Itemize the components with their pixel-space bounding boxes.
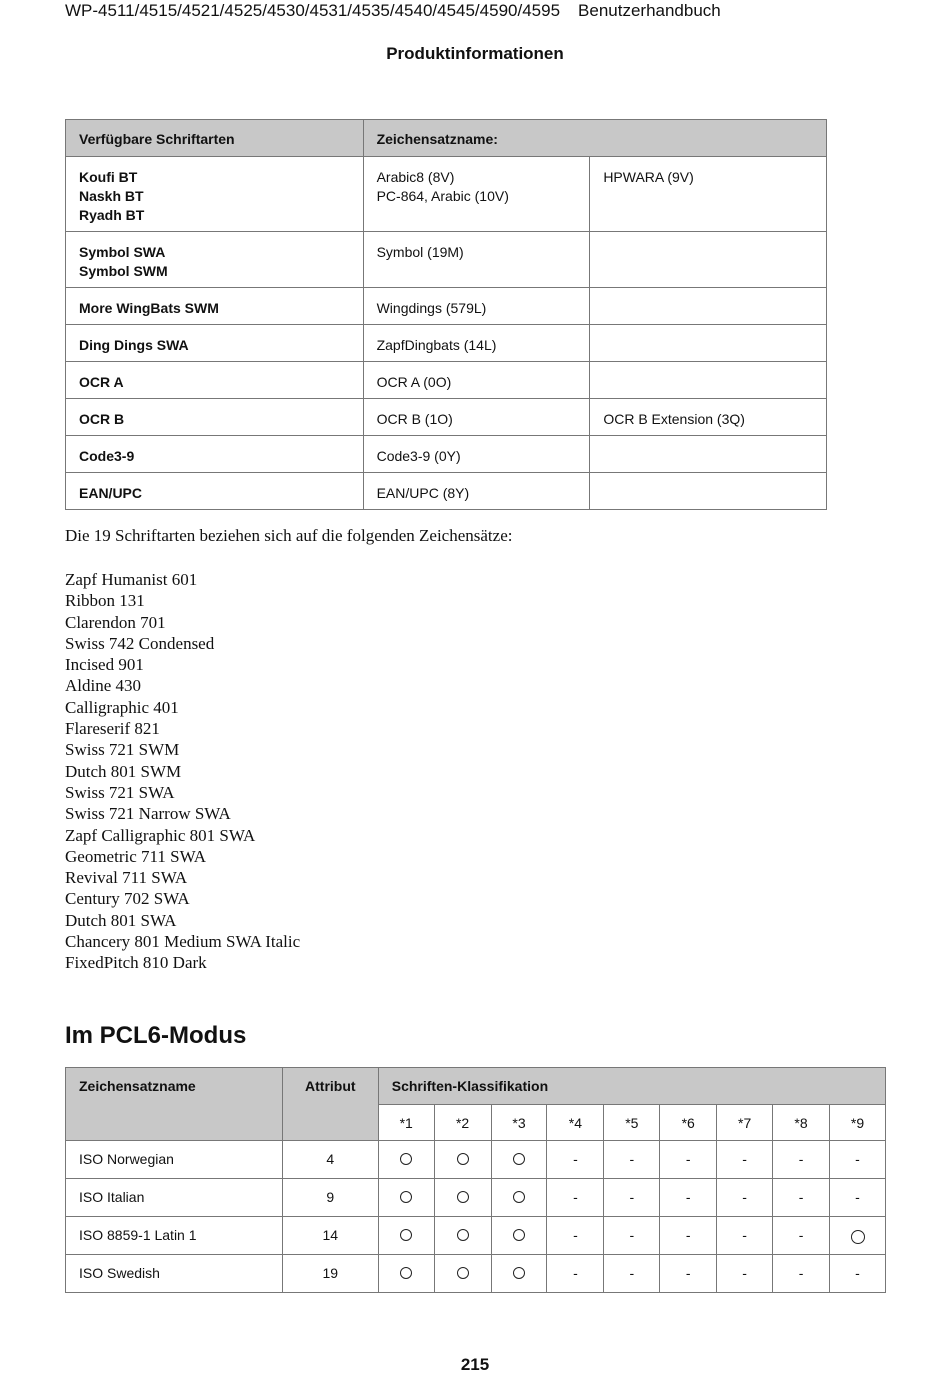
font-list-item: Revival 711 SWA — [65, 868, 188, 888]
font-name: Ding Dings SWA — [79, 337, 189, 353]
font-names-cell — [66, 232, 364, 288]
font-name: Symbol SWA — [79, 244, 166, 260]
classification-cell — [830, 1217, 886, 1255]
font-name: Naskh BT — [79, 188, 144, 204]
classification-cell — [547, 1179, 604, 1217]
charset-name: Wingdings (579L) — [376, 300, 487, 316]
classification-cell — [830, 1255, 886, 1293]
font-charset-table — [65, 119, 827, 510]
unsupported-dash: - — [742, 1189, 747, 1205]
classification-col-header: *7 — [717, 1105, 773, 1141]
header-models: WP-4511/4515/4521/4525/4530/4531/4535/4540/4545/4590/4595 — [65, 1, 561, 20]
document-header — [65, 1, 721, 21]
unsupported-dash: - — [685, 1151, 691, 1167]
classification-col-header: *8 — [773, 1105, 830, 1141]
font-list-item: Aldine 430 — [65, 676, 142, 696]
classification-cell — [434, 1179, 491, 1217]
charset-cell — [363, 325, 590, 362]
table-row — [66, 362, 827, 399]
classification-cell — [378, 1179, 434, 1217]
unsupported-dash: - — [855, 1189, 860, 1205]
classification-cell — [660, 1217, 717, 1255]
font-list — [65, 569, 300, 974]
charset-extra-cell — [590, 473, 827, 510]
font-name: Koufi BT — [79, 169, 138, 185]
classification-cell — [830, 1179, 886, 1217]
font-names-cell — [66, 325, 364, 362]
font-list-item: Ribbon 131 — [65, 591, 145, 611]
attribute-cell: 4 — [282, 1141, 378, 1179]
font-name: Ryadh BT — [79, 207, 145, 223]
classification-col-header: *3 — [491, 1105, 547, 1141]
charset-name: OCR A (0O) — [376, 374, 452, 390]
font-list-item: Dutch 801 SWM — [65, 761, 182, 781]
header-manual-title: Benutzerhandbuch — [578, 1, 721, 20]
classification-cell — [491, 1179, 547, 1217]
charset-name: Arabic8 (8V) — [376, 169, 455, 185]
unsupported-dash: - — [855, 1151, 860, 1167]
classification-cell — [547, 1217, 604, 1255]
font-list-item: Incised 901 — [65, 655, 144, 675]
intro-text: Die 19 Schriftarten beziehen sich auf die folgenden Zeichensätze: — [65, 526, 513, 545]
font-name: More WingBats SWM — [79, 300, 219, 316]
pcl6-charset-table — [65, 1067, 886, 1293]
font-list-item: Zapf Humanist 601 — [65, 570, 198, 589]
charset-name-cell: ISO 8859-1 Latin 1 — [66, 1217, 283, 1255]
charset-extra-cell — [590, 436, 827, 473]
classification-cell — [378, 1141, 434, 1179]
table-row — [66, 288, 827, 325]
classification-cell — [434, 1217, 491, 1255]
unsupported-dash: - — [629, 1151, 635, 1167]
col-header-charset: Zeichensatzname: — [363, 120, 826, 157]
unsupported-dash: - — [573, 1265, 578, 1281]
table-row — [66, 1217, 886, 1255]
col-header-charset-name: Zeichensatzname — [66, 1068, 283, 1141]
font-list-item: Swiss 721 SWA — [65, 782, 175, 802]
classification-col-header: *2 — [434, 1105, 491, 1141]
font-list-item: Swiss 721 Narrow SWA — [65, 804, 231, 824]
font-name: EAN/UPC — [79, 485, 143, 501]
pcl6-table-body — [66, 1141, 886, 1293]
charset-extra-cell — [590, 232, 827, 288]
charset-extra-cell: OCR B Extension (3Q) — [590, 399, 827, 436]
font-name: OCR B — [79, 411, 125, 427]
table-row — [66, 399, 827, 436]
unsupported-dash: - — [742, 1227, 747, 1243]
font-list-item: Geometric 711 SWA — [65, 846, 207, 866]
unsupported-dash: - — [573, 1189, 578, 1205]
charset-cell — [363, 473, 590, 510]
classification-cell — [660, 1179, 717, 1217]
pcl6-heading: Im PCL6-Modus — [65, 1022, 247, 1049]
unsupported-dash: - — [798, 1227, 804, 1243]
charset-name: EAN/UPC (8Y) — [376, 485, 470, 501]
font-charset-table-body — [66, 157, 827, 510]
attribute-cell: 14 — [282, 1217, 378, 1255]
font-list-item: Swiss 721 SWM — [65, 740, 180, 760]
supported-circle-icon — [513, 1229, 525, 1241]
classification-cell — [434, 1141, 491, 1179]
charset-name: Code3-9 (0Y) — [376, 448, 461, 464]
charset-cell — [363, 362, 590, 399]
supported-circle-icon — [457, 1191, 469, 1203]
classification-cell — [491, 1255, 547, 1293]
classification-cell — [604, 1141, 660, 1179]
font-names-cell — [66, 399, 364, 436]
classification-cell — [830, 1141, 886, 1179]
classification-cell — [604, 1255, 660, 1293]
classification-cell — [773, 1217, 830, 1255]
supported-circle-icon — [400, 1191, 412, 1203]
charset-extra-cell — [590, 325, 827, 362]
classification-cell — [773, 1255, 830, 1293]
classification-cell — [547, 1141, 604, 1179]
classification-cell — [378, 1217, 434, 1255]
unsupported-dash: - — [629, 1227, 635, 1243]
attribute-cell: 19 — [282, 1255, 378, 1293]
supported-circle-icon — [513, 1191, 525, 1203]
classification-cell — [604, 1217, 660, 1255]
classification-cell — [491, 1141, 547, 1179]
col-header-classification: Schriften-Klassifikation — [378, 1068, 885, 1105]
classification-col-header: *5 — [604, 1105, 660, 1141]
classification-cell — [547, 1255, 604, 1293]
unsupported-dash: - — [798, 1189, 804, 1205]
charset-name-cell: ISO Italian — [66, 1179, 283, 1217]
classification-cell — [434, 1255, 491, 1293]
table-row — [66, 1141, 886, 1179]
unsupported-dash: - — [573, 1227, 578, 1243]
classification-cell — [717, 1141, 773, 1179]
classification-cell — [491, 1217, 547, 1255]
font-names-cell — [66, 436, 364, 473]
unsupported-dash: - — [798, 1151, 804, 1167]
charset-extra-cell: HPWARA (9V) — [590, 157, 827, 232]
charset-extra-cell — [590, 362, 827, 399]
font-list-item: FixedPitch 810 Dark — [65, 953, 207, 973]
charset-name: ZapfDingbats (14L) — [376, 337, 497, 353]
unsupported-dash: - — [742, 1151, 747, 1167]
supported-circle-icon — [513, 1153, 525, 1165]
supported-circle-icon — [513, 1267, 525, 1279]
table-row — [66, 1179, 886, 1217]
classification-col-header: *6 — [660, 1105, 717, 1141]
font-list-item: Calligraphic 401 — [65, 697, 179, 717]
page-number: 215 — [460, 1355, 490, 1374]
charset-cell — [363, 436, 590, 473]
font-list-item: Dutch 801 SWA — [65, 910, 177, 930]
font-names-cell — [66, 473, 364, 510]
table-row — [66, 1255, 886, 1293]
font-list-item: Century 702 SWA — [65, 889, 190, 909]
classification-cell — [717, 1255, 773, 1293]
charset-cell — [363, 399, 590, 436]
classification-cell — [604, 1179, 660, 1217]
classification-cell — [660, 1255, 717, 1293]
table-row — [66, 473, 827, 510]
table-row — [66, 436, 827, 473]
font-list-item: Clarendon 701 — [65, 612, 166, 632]
classification-cell — [773, 1141, 830, 1179]
font-list-item: Zapf Calligraphic 801 SWA — [65, 825, 256, 845]
unsupported-dash: - — [855, 1265, 860, 1281]
font-name: Code3-9 — [79, 448, 135, 464]
charset-name: OCR B (1O) — [376, 411, 453, 427]
unsupported-dash: - — [685, 1265, 691, 1281]
table-row — [66, 157, 827, 232]
charset-cell — [363, 288, 590, 325]
unsupported-dash: - — [685, 1189, 691, 1205]
section-title: Produktinformationen — [386, 44, 564, 63]
table-row — [66, 232, 827, 288]
charset-name: PC-864, Arabic (10V) — [376, 188, 509, 204]
unsupported-dash: - — [798, 1265, 804, 1281]
font-name: Symbol SWM — [79, 263, 168, 279]
unsupported-dash: - — [742, 1265, 747, 1281]
unsupported-dash: - — [629, 1189, 635, 1205]
charset-cell — [363, 157, 590, 232]
classification-cell — [378, 1255, 434, 1293]
font-names-cell — [66, 157, 364, 232]
col-header-fonts: Verfügbare Schriftarten — [66, 120, 364, 157]
classification-col-header: *9 — [830, 1105, 886, 1141]
charset-name-cell: ISO Norwegian — [66, 1141, 283, 1179]
attribute-cell: 9 — [282, 1179, 378, 1217]
unsupported-dash: - — [573, 1151, 578, 1167]
classification-cell — [773, 1179, 830, 1217]
supported-circle-icon — [400, 1267, 412, 1279]
unsupported-dash: - — [685, 1227, 691, 1243]
classification-cell — [660, 1141, 717, 1179]
supported-circle-icon — [457, 1267, 469, 1279]
charset-cell — [363, 232, 590, 288]
supported-circle-icon — [851, 1230, 865, 1244]
table-row — [66, 325, 827, 362]
font-list-item: Flareserif 821 — [65, 719, 160, 739]
supported-circle-icon — [400, 1153, 412, 1165]
classification-col-header: *1 — [378, 1105, 434, 1141]
classification-cell — [717, 1179, 773, 1217]
unsupported-dash: - — [629, 1265, 635, 1281]
font-list-item: Swiss 742 Condensed — [65, 633, 215, 653]
charset-name: Symbol (19M) — [376, 244, 464, 260]
supported-circle-icon — [400, 1229, 412, 1241]
classification-cell — [717, 1217, 773, 1255]
charset-name-cell: ISO Swedish — [66, 1255, 283, 1293]
font-list-item: Chancery 801 Medium SWA Italic — [65, 932, 301, 952]
font-name: OCR A — [79, 374, 124, 390]
font-names-cell — [66, 288, 364, 325]
col-header-attribute: Attribut — [282, 1068, 378, 1141]
classification-col-header: *4 — [547, 1105, 604, 1141]
supported-circle-icon — [457, 1153, 469, 1165]
supported-circle-icon — [457, 1229, 469, 1241]
font-names-cell — [66, 362, 364, 399]
charset-extra-cell — [590, 288, 827, 325]
